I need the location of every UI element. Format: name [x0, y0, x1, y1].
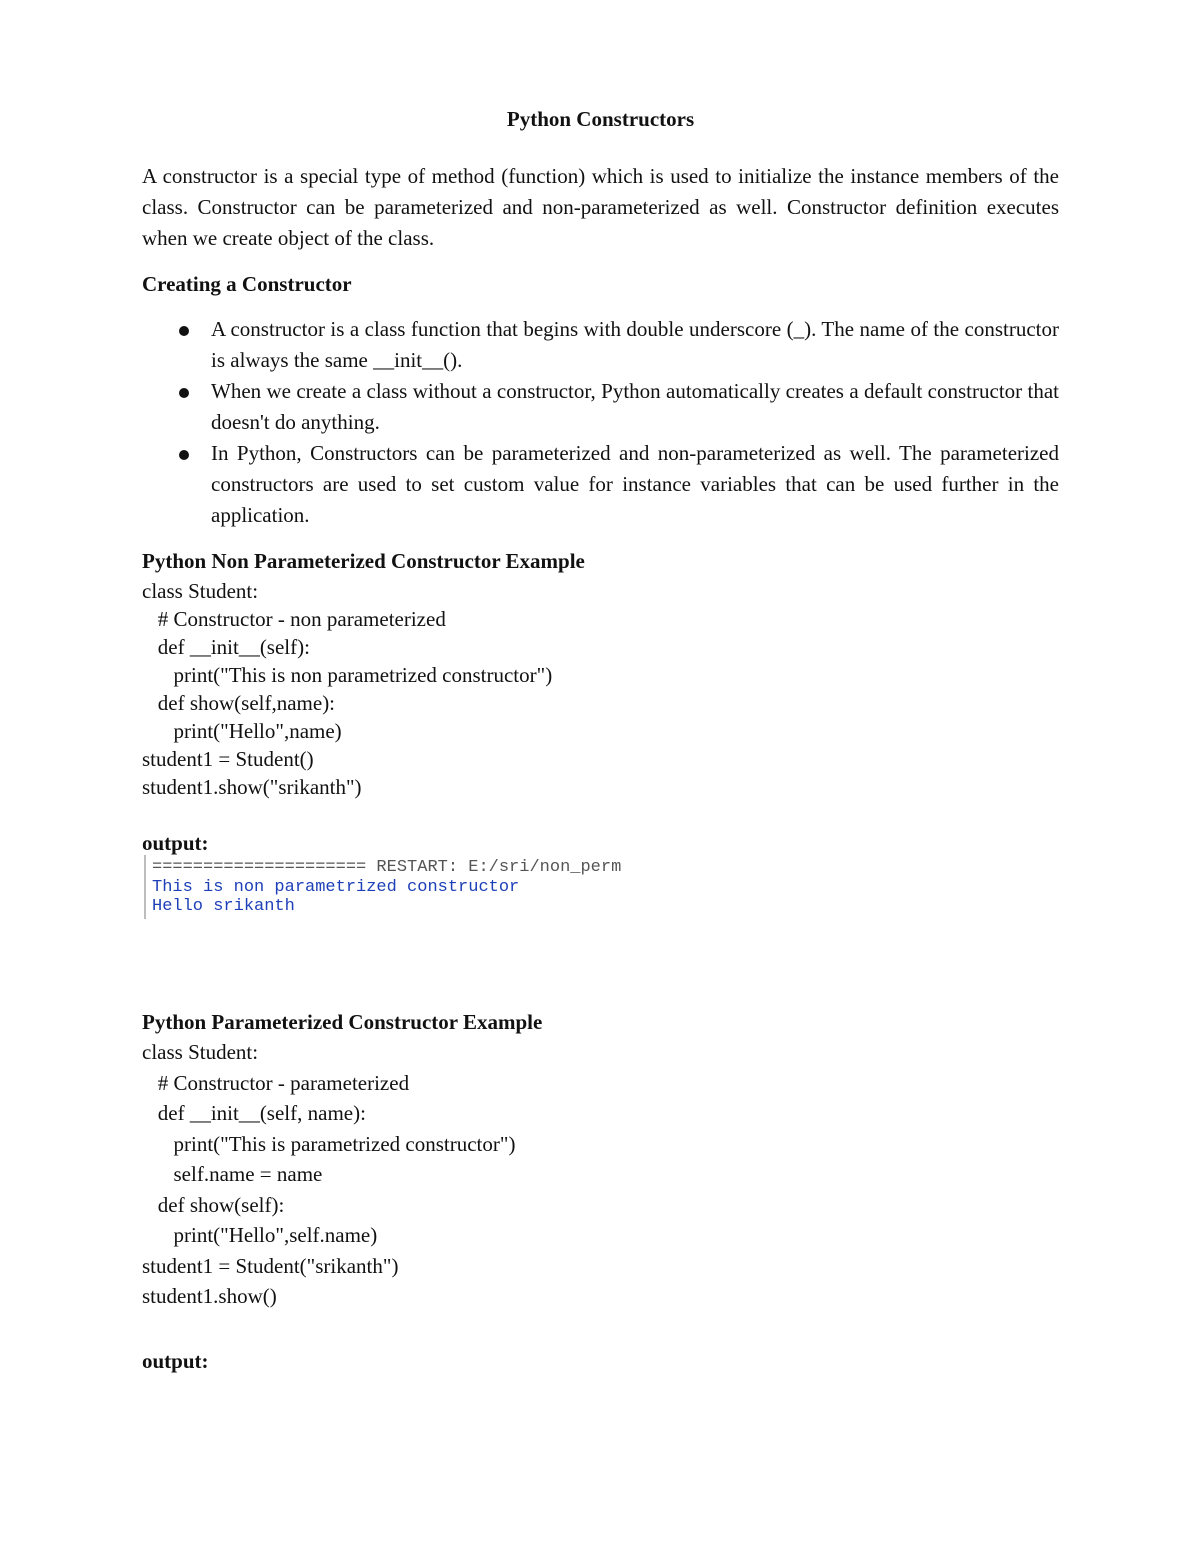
bullet-text: A constructor is a class function that begins with double underscore (_). The name of the constructor is always the same __init__().: [211, 317, 1059, 372]
code-line: # Constructor - parameterized: [142, 1070, 410, 1095]
page-title: Python Constructors: [506, 107, 695, 131]
example1-heading: Python Non Parameterized Constructor Example: [142, 549, 585, 573]
code-line: print("Hello",self.name): [142, 1223, 378, 1247]
example2-heading: Python Parameterized Constructor Example: [142, 1010, 543, 1034]
example2-output-label: output:: [142, 1349, 209, 1373]
code-line: def show(self,name):: [142, 691, 336, 715]
list-item: [142, 438, 1059, 531]
bullet-text: When we create a class without a constructor, Python automatically creates a default constructor that doesn't do anything.: [211, 379, 1059, 434]
code-line: student1 = Student("srikanth"): [142, 1253, 399, 1278]
code-line: print("This is non parametrized constructor"): [142, 663, 553, 687]
code-line: self.name = name: [142, 1162, 323, 1186]
code-line: print("Hello",name): [142, 719, 342, 743]
code-line: def __init__(self):: [142, 635, 310, 659]
bullet-icon: [179, 326, 189, 336]
intro-paragraph: A constructor is a special type of method (function) which is used to initialize the instance members of the class. Constructor can be parameterized and non-parameterized as well. Constructor definition executes when we create object of the class.: [142, 164, 1059, 250]
creating-constructor-heading: Creating a Constructor: [142, 272, 352, 296]
bullet-icon: [179, 388, 189, 398]
example2-code-block: [142, 1037, 515, 1312]
code-line: class Student:: [142, 579, 259, 603]
code-line: def __init__(self, name):: [142, 1101, 366, 1125]
code-line: print("This is parametrized constructor"): [142, 1131, 516, 1156]
bullet-text: In Python, Constructors can be parameterized and non-parameterized as well. The parameterized constructors are used to set custom value for instance variables that can be used further in the application.: [211, 441, 1059, 527]
bullet-list: [142, 314, 1059, 531]
example1-code-block: [142, 577, 552, 801]
example1-output-label: output:: [142, 831, 209, 855]
code-line: student1.show("srikanth"): [142, 775, 362, 799]
example1-console-output: [144, 855, 818, 919]
code-line: student1.show(): [142, 1284, 277, 1308]
code-line: class Student:: [142, 1040, 259, 1064]
console-line: ===================== RESTART: E:/sri/non_perm: [152, 858, 622, 877]
list-item: [142, 314, 1059, 376]
code-line: # Constructor - non parameterized: [142, 607, 446, 631]
bullet-icon: [179, 450, 189, 460]
console-line: Hello srikanth: [152, 897, 295, 911]
list-item: [142, 376, 1059, 438]
code-line: student1 = Student(): [142, 747, 314, 771]
console-line: This is non parametrized constructor: [152, 878, 520, 897]
code-line: def show(self):: [142, 1192, 285, 1217]
